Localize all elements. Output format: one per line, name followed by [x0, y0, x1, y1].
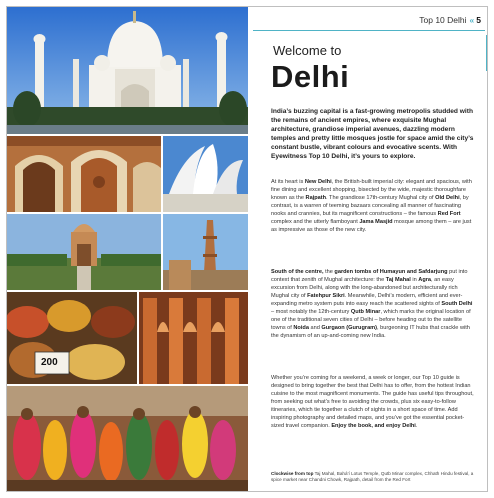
- page-title: Delhi: [271, 59, 350, 94]
- rajpath-photo: [7, 214, 161, 290]
- photo-collage: [7, 7, 248, 491]
- spice-market-photo: [7, 292, 137, 384]
- chevron-icon: «: [469, 15, 475, 25]
- running-title: Top 10 Delhi: [419, 15, 467, 25]
- running-header: [253, 11, 485, 31]
- red-fort-detail-photo: [7, 136, 161, 212]
- price-sign-text: 200: [41, 357, 58, 368]
- guidebook-page: [6, 6, 488, 492]
- taj-mahal-photo: [7, 7, 248, 134]
- paragraph-guide: Whether you’re coming for a weekend, a week or longer, our Top 10 guide is designed to bring together the best that Delhi has to offer, from the hottest Indian cuisine to the most magnificent monuments. The guide has useful tips throughout, from seeking out what’s free to avoiding the crowds, plus six easy-to-follow itineraries, which tie together a clutch of sights in a short space of time. Add inspiring photography and detailed maps, and you’ve got the essential pocket-sized travel companion. Enjoy the book, and enjoy Delhi.: [271, 375, 474, 429]
- title-welcome: Welcome to: [273, 43, 342, 58]
- qutb-minar-photo: [163, 214, 248, 290]
- thumb-tab: [486, 35, 488, 71]
- intro-paragraph: India’s buzzing capital is a fast-growing metropolis studded with the remains of ancient empires, where exquisite Mughal architecture, grandiose imperial avenues, dazzling modern temples and pretty little mosques jostle for space amid the city’s constant bustle, vibrant colours and evocative scents. With Eyewitness Top 10 Delhi, it’s yours to explore.: [271, 108, 474, 161]
- chhath-festival-photo: [7, 386, 248, 491]
- page-number: 5: [476, 15, 481, 25]
- lotus-temple-photo: [163, 136, 248, 212]
- running-head: [419, 15, 481, 25]
- paragraph-south-delhi: South of the centre, the garden tombs of Humayun and Safdarjung put into context that zenith of Mughal architecture: the Taj Mahal in Agra, an easy excursion from Delhi, along with the long-abandoned but architecturally rich Mughal city of Fatehpur Sikri. Meanwhile, Delhi’s modern, efficient and ever-expanding metro system puts into easy reach the scattered sights of South Delhi – most notably the 12th-century Qutb Minar, which marks the original location of one of the traditional seven cities of Delhi – before heading out to the satellite towns of Noida and Gurgaon (Gurugram), burgeoning IT hubs that crackle with the dynamism of an up-and-coming new India.: [271, 269, 473, 339]
- red-fort-columns-photo: [139, 292, 248, 384]
- photo-caption: Clockwise from top Taj Mahal, Bahá’í Lotus Temple, Qutb Minar complex, Chhath Hindu festival, a spice market near Chandni Chowk, Rajpath, detail from the Red Fort: [271, 471, 474, 483]
- text-column: [253, 7, 487, 491]
- paragraph-new-delhi: At its heart is New Delhi, the British-built imperial city: elegant and spacious, with fine dining and excellent shopping, bisected by the wide, majestic thoroughfare known as the Rajpath. The grandiose 17th-century Mughal city of Old Delhi, by contrast, is a warren of teeming bazaars concealing all manner of fascinating nooks and crannies, but its magnificent constructions – the famous Red Fort complex and the utterly flamboyant Jama Masjid mosque among them – are just as impressive as those of the new city.: [271, 179, 472, 233]
